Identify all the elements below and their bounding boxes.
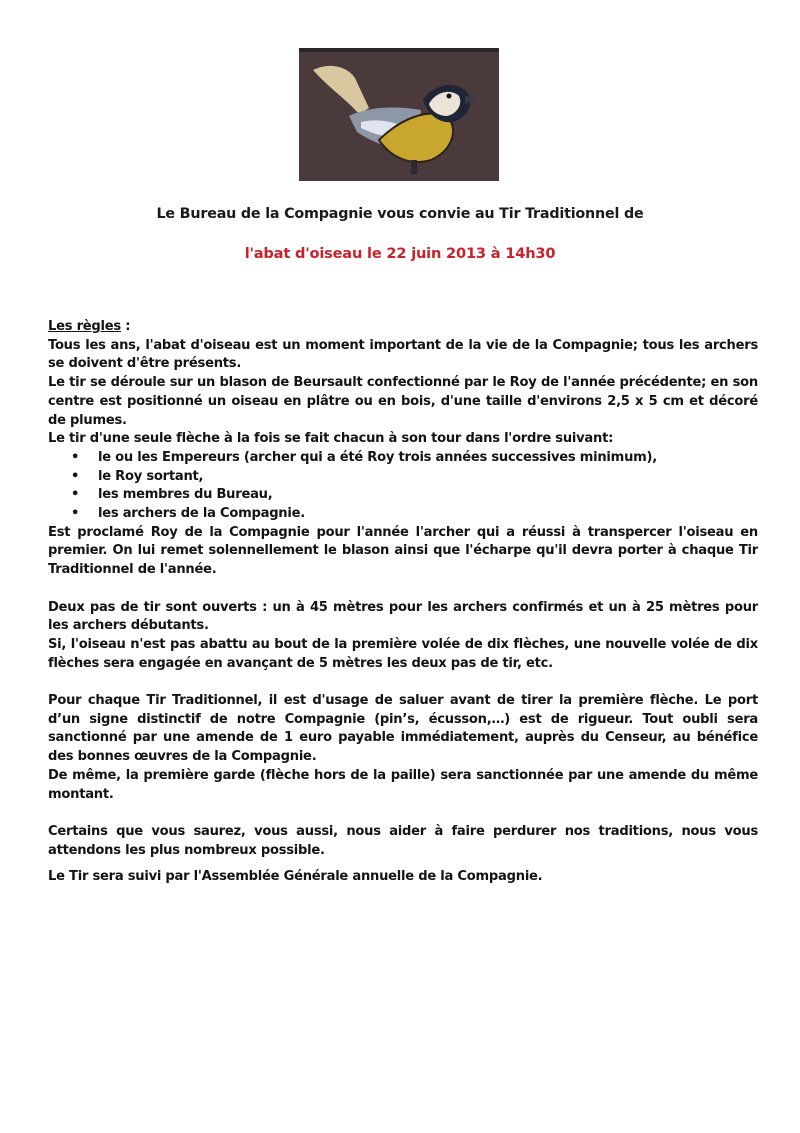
list-item-text: le Roy sortant, (98, 468, 204, 484)
list-item (71, 505, 758, 524)
rules-paragraph-2: Le tir se déroule sur un blason de Beursault confectionné par le Roy de l'année précédente; en son centre est positionné un oiseau en plâtre ou en bois, d'une taille d'environs 2,5 x 5 cm et décoré de plumes. (48, 375, 758, 428)
list-item-text: les archers de la Compagnie. (98, 506, 305, 522)
bird-figurine-photo (299, 48, 499, 181)
list-item (71, 468, 758, 487)
document-body (48, 318, 758, 887)
list-item-text: les membres du Bureau, (98, 487, 273, 503)
bullet-icon: • (71, 449, 80, 465)
bullet-icon: • (71, 487, 80, 503)
rules-heading-colon: : (120, 319, 131, 334)
list-item-text: le ou les Empereurs (archer qui a été Roy trois années successives minimum), (98, 449, 657, 465)
closing-paragraph-2: Le Tir sera suivi par l'Assemblée Générale annuelle de la Compagnie. (48, 869, 543, 885)
rules-paragraph-3: Le tir d'une seule flèche à la fois se fait chacun à son tour dans l'ordre suivant: (48, 431, 614, 447)
shooting-order-list (48, 449, 758, 524)
bullet-icon: • (71, 468, 80, 484)
bullet-icon: • (71, 506, 80, 522)
distances-paragraph-1: Deux pas de tir sont ouverts : un à 45 mètres pour les archers confirmés et un à 25 mètres pour les archers débutants. (48, 599, 758, 634)
etiquette-paragraph-1: Pour chaque Tir Traditionnel, il est d'usage de saluer avant de tirer la première flèche. Le port d’un signe distinctif de notre Compagnie (pin’s, écusson,…) est de rigueur. Tout oubli sera sanctionné par une amende de 1 euro payable immédiatement, auprès du Censeur, au bénéfice des bonnes œuvres de la Compagnie. (48, 693, 758, 765)
rules-paragraph-1: Tous les ans, l'abat d'oiseau est un moment important de la vie de la Compagnie; tous les archers se doivent d'être présents. (48, 337, 758, 372)
list-item (71, 486, 758, 505)
bird-illustration (299, 48, 499, 181)
invitation-line: Le Bureau de la Compagnie vous convie au Tir Traditionnel de (156, 206, 644, 222)
distances-paragraph-2: Si, l'oiseau n'est pas abattu au bout de la première volée de dix flèches, une nouvelle volée de dix flèches sera engagée en avançant de 5 mètres les deux pas de tir, etc. (48, 636, 758, 671)
etiquette-paragraph-2: De même, la première garde (flèche hors de la paille) sera sanctionnée par une amende du même montant. (48, 767, 758, 802)
event-date-line: l'abat d'oiseau le 22 juin 2013 à 14h30 (244, 245, 556, 262)
rules-heading (48, 318, 758, 337)
rules-paragraph-4: Est proclamé Roy de la Compagnie pour l'année l'archer qui a réussi à transpercer l'oiseau en premier. On lui remet solennellement le blason ainsi que l'écharpe qu'il devra porter à chaque Tir Traditionnel de l'année. (48, 524, 758, 578)
list-item (71, 449, 758, 468)
closing-paragraph-1: Certains que vous saurez, vous aussi, nous aider à faire perdurer nos traditions, nous vous attendons les plus nombreux possible. (48, 823, 758, 858)
rules-heading-label: Les règles (48, 319, 121, 334)
